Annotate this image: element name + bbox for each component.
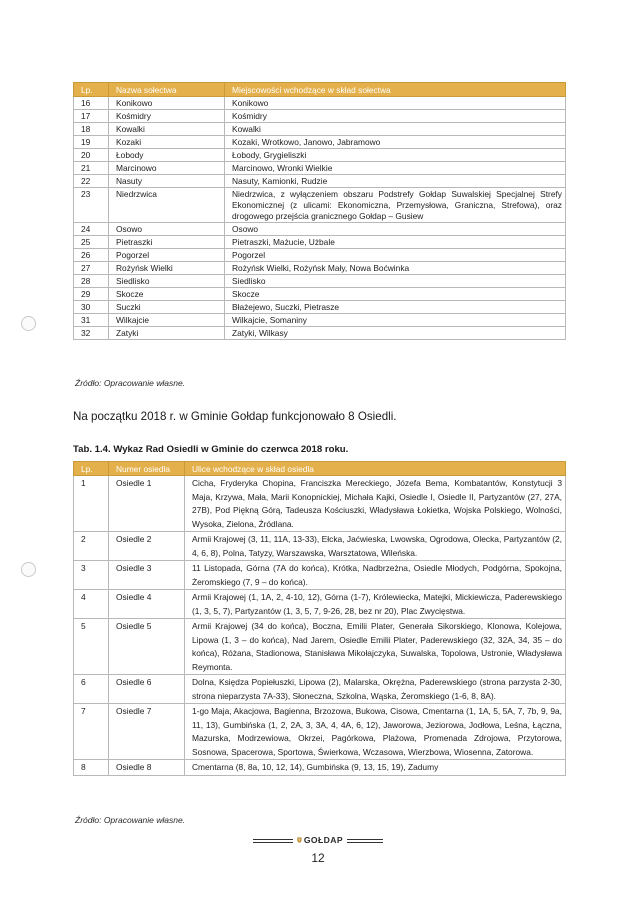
cell-places: Kośmidry <box>225 110 566 123</box>
cell-lp: 30 <box>74 301 109 314</box>
cell-lp: 17 <box>74 110 109 123</box>
table-row <box>74 476 566 532</box>
cell-lp: 8 <box>74 760 109 776</box>
table-body <box>74 476 566 776</box>
cell-lp: 22 <box>74 175 109 188</box>
table-row <box>74 236 566 249</box>
intro-paragraph: Na początku 2018 r. w Gminie Gołdap funkcjonowało 8 Osiedli. <box>73 410 397 423</box>
cell-places: Pogorzel <box>225 249 566 262</box>
column-header-lp: Lp. <box>74 83 109 97</box>
footer-rule <box>347 839 383 840</box>
punch-hole-mark <box>21 316 36 331</box>
cell-streets: Armii Krajowej (1, 1A, 2, 4-10, 12), Górna (1-7), Królewiecka, Matejki, Mickiewicza, Paderewskiego (1, 3, 5, 7), Partyzantów (1, 3, 5, 7, 9-26, 28, bez nr 20), Plac Zwycięstwa. <box>185 590 566 619</box>
cell-places: Niedrzwica, z wyłączeniem obszaru Podstrefy Gołdap Suwalskiej Specjalnej Strefy Ekonomicznej (z ulicami: Ekonomiczna, Przemysłowa, Graniczna, Strefowa), oraz drogowego przejścia granicznego Gołdap – Gusiew <box>225 188 566 223</box>
cell-places: Kozaki, Wrotkowo, Janowo, Jabramowo <box>225 136 566 149</box>
cell-name: Marcinowo <box>109 162 225 175</box>
table-row <box>74 301 566 314</box>
cell-lp: 19 <box>74 136 109 149</box>
cell-places: Wilkajcie, Somaniny <box>225 314 566 327</box>
page-number: 12 <box>311 851 325 865</box>
cell-lp: 7 <box>74 704 109 760</box>
cell-streets: Cmentarna (8, 8a, 10, 12, 14), Gumbińska (9, 13, 15, 19), Zadumy <box>185 760 566 776</box>
cell-streets: Cicha, Fryderyka Chopina, Franciszka Mereckiego, Józefa Bema, Kombatantów, Konstytucji 3 Maja, Krzywa, Mała, Marii Konopnickiej, Michała Kajki, Osiedle I, Osiedle II, Partyzantów (27, 27A, 27B), Pod Piękną Górą, Tadeusza Kościuszki, Władysława Łokietka, Wojska Polskiego, Wolności, Wysoka, Zielona, Źródlana. <box>185 476 566 532</box>
column-header-streets: Ulice wchodzące w skład osiedla <box>185 462 566 476</box>
column-header-lp: Lp. <box>74 462 109 476</box>
cell-lp: 31 <box>74 314 109 327</box>
table-row <box>74 97 566 110</box>
cell-lp: 32 <box>74 327 109 340</box>
table-row <box>74 136 566 149</box>
cell-places: Marcinowo, Wronki Wielkie <box>225 162 566 175</box>
table-row <box>74 162 566 175</box>
cell-name: Suczki <box>109 301 225 314</box>
table-row <box>74 561 566 590</box>
cell-name: Osiedle 6 <box>109 675 185 704</box>
punch-hole-mark <box>21 562 36 577</box>
cell-lp: 21 <box>74 162 109 175</box>
cell-name: Rożyńsk Wielki <box>109 262 225 275</box>
logo-text: GOŁDAP <box>303 835 343 845</box>
cell-places: Błażejewo, Suczki, Pietrasze <box>225 301 566 314</box>
table-row <box>74 590 566 619</box>
table-body <box>74 97 566 340</box>
cell-lp: 6 <box>74 675 109 704</box>
page-footer <box>0 832 636 872</box>
cell-name: Osiedle 1 <box>109 476 185 532</box>
table-row <box>74 262 566 275</box>
cell-name: Pogorzel <box>109 249 225 262</box>
cell-streets: Dolna, Księdza Popiełuszki, Lipowa (2), Malarska, Okrężna, Paderewskiego (strona parzysta 2-30, strona nieparzysta 7A-33), Słoneczna, Szkolna, Wąska, Żeromskiego (1-6, 8, 8A). <box>185 675 566 704</box>
cell-lp: 5 <box>74 619 109 675</box>
cell-lp: 25 <box>74 236 109 249</box>
cell-name: Osiedle 7 <box>109 704 185 760</box>
table-row <box>74 175 566 188</box>
cell-name: Nasuty <box>109 175 225 188</box>
table-row <box>74 760 566 776</box>
cell-places: Zatyki, Wilkasy <box>225 327 566 340</box>
table-row <box>74 675 566 704</box>
cell-lp: 16 <box>74 97 109 110</box>
cell-lp: 26 <box>74 249 109 262</box>
cell-name: Pietraszki <box>109 236 225 249</box>
table-row <box>74 288 566 301</box>
cell-places: Skocze <box>225 288 566 301</box>
cell-lp: 20 <box>74 149 109 162</box>
cell-places: Rożyńsk Wielki, Rożyńsk Mały, Nowa Boćwinka <box>225 262 566 275</box>
table-source-note: Źródło: Opracowanie własne. <box>75 378 186 388</box>
table-row <box>74 223 566 236</box>
table-row <box>74 704 566 760</box>
cell-lp: 4 <box>74 590 109 619</box>
table-row <box>74 110 566 123</box>
cell-places: Kowalki <box>225 123 566 136</box>
cell-places: Łobody, Grygieliszki <box>225 149 566 162</box>
column-header-number: Numer osiedla <box>109 462 185 476</box>
coat-of-arms-icon <box>297 835 302 845</box>
cell-name: Osiedle 4 <box>109 590 185 619</box>
cell-streets: Armii Krajowej (34 do końca), Boczna, Emilii Plater, Generała Sikorskiego, Klonowa, Kolejowa, Lipowa (1, 3 – do końca), Nad Jarem, Osiedle Emilii Plater, Paderewskiego (32, 32A, 34, 35 – do końca), Różana, Stadionowa, Stanisława Mikołajczyka, Suwalska, Topolowa, Ustronie, Władysława Reymonta. <box>185 619 566 675</box>
table-row <box>74 249 566 262</box>
cell-name: Kośmidry <box>109 110 225 123</box>
cell-name: Skocze <box>109 288 225 301</box>
cell-name: Osiedle 2 <box>109 532 185 561</box>
table-caption: Tab. 1.4. Wykaz Rad Osiedli w Gminie do czerwca 2018 roku. <box>73 444 349 455</box>
cell-lp: 2 <box>74 532 109 561</box>
goldap-logo <box>297 832 343 848</box>
cell-name: Konikowo <box>109 97 225 110</box>
cell-places: Nasuty, Kamionki, Rudzie <box>225 175 566 188</box>
cell-lp: 23 <box>74 188 109 223</box>
cell-name: Osiedle 3 <box>109 561 185 590</box>
cell-name: Kozaki <box>109 136 225 149</box>
cell-lp: 28 <box>74 275 109 288</box>
cell-places: Konikowo <box>225 97 566 110</box>
table-osiedla <box>73 461 566 776</box>
footer-rule <box>253 839 293 840</box>
cell-name: Siedlisko <box>109 275 225 288</box>
cell-streets: Armii Krajowej (3, 11, 11A, 13-33), Ełcka, Jaćwieska, Lwowska, Ogrodowa, Olecka, Partyzantów (2, 4, 6, 8), Polna, Tatyzy, Warszawska, Warsztatowa, Wileńska. <box>185 532 566 561</box>
column-header-places: Miejscowości wchodzące w skład sołectwa <box>225 83 566 97</box>
cell-places: Osowo <box>225 223 566 236</box>
cell-name: Niedrzwica <box>109 188 225 223</box>
cell-lp: 18 <box>74 123 109 136</box>
cell-name: Osiedle 8 <box>109 760 185 776</box>
cell-streets: 1-go Maja, Akacjowa, Bagienna, Brzozowa, Bukowa, Cisowa, Cmentarna (1, 1A, 5, 5A, 7, 7b, 9, 9a, 11, 13), Gumbińska (1, 2, 2A, 3, 3A, 4, 4A, 6, 12), Jaworowa, Jeziorowa, Jodłowa, Leśna, Łączna, Mazurska, Modrzewiowa, Okrzei, Pagórkowa, Plażowa, Promenada Zdrojowa, Przytorowa, Sosnowa, Spacerowa, Sportowa, Świerkowa, Wczasowa, Wierzbowa, Wiosenna, Zatorowa. <box>185 704 566 760</box>
table-row <box>74 123 566 136</box>
cell-places: Pietraszki, Mażucie, Użbale <box>225 236 566 249</box>
cell-lp: 1 <box>74 476 109 532</box>
table-header-row <box>74 83 566 97</box>
cell-lp: 29 <box>74 288 109 301</box>
cell-name: Łobody <box>109 149 225 162</box>
cell-streets: 11 Listopada, Górna (7A do końca), Krótka, Nadbrzeżna, Osiedle Młodych, Podgórna, Spokojna, Żeromskiego (7, 9 – do końca). <box>185 561 566 590</box>
table-row <box>74 149 566 162</box>
footer-rule <box>347 842 383 843</box>
cell-name: Osiedle 5 <box>109 619 185 675</box>
cell-name: Wilkajcie <box>109 314 225 327</box>
table-row <box>74 327 566 340</box>
table-row <box>74 532 566 561</box>
table-row <box>74 188 566 223</box>
cell-lp: 3 <box>74 561 109 590</box>
column-header-name: Nazwa sołectwa <box>109 83 225 97</box>
cell-name: Osowo <box>109 223 225 236</box>
footer-rule <box>253 842 293 843</box>
table-row <box>74 314 566 327</box>
cell-places: Siedlisko <box>225 275 566 288</box>
cell-name: Kowalki <box>109 123 225 136</box>
table-solectwa <box>73 82 566 340</box>
table-row <box>74 619 566 675</box>
table-row <box>74 275 566 288</box>
table-header-row <box>74 462 566 476</box>
cell-lp: 24 <box>74 223 109 236</box>
cell-lp: 27 <box>74 262 109 275</box>
table-source-note: Źródło: Opracowanie własne. <box>75 815 186 825</box>
cell-name: Zatyki <box>109 327 225 340</box>
